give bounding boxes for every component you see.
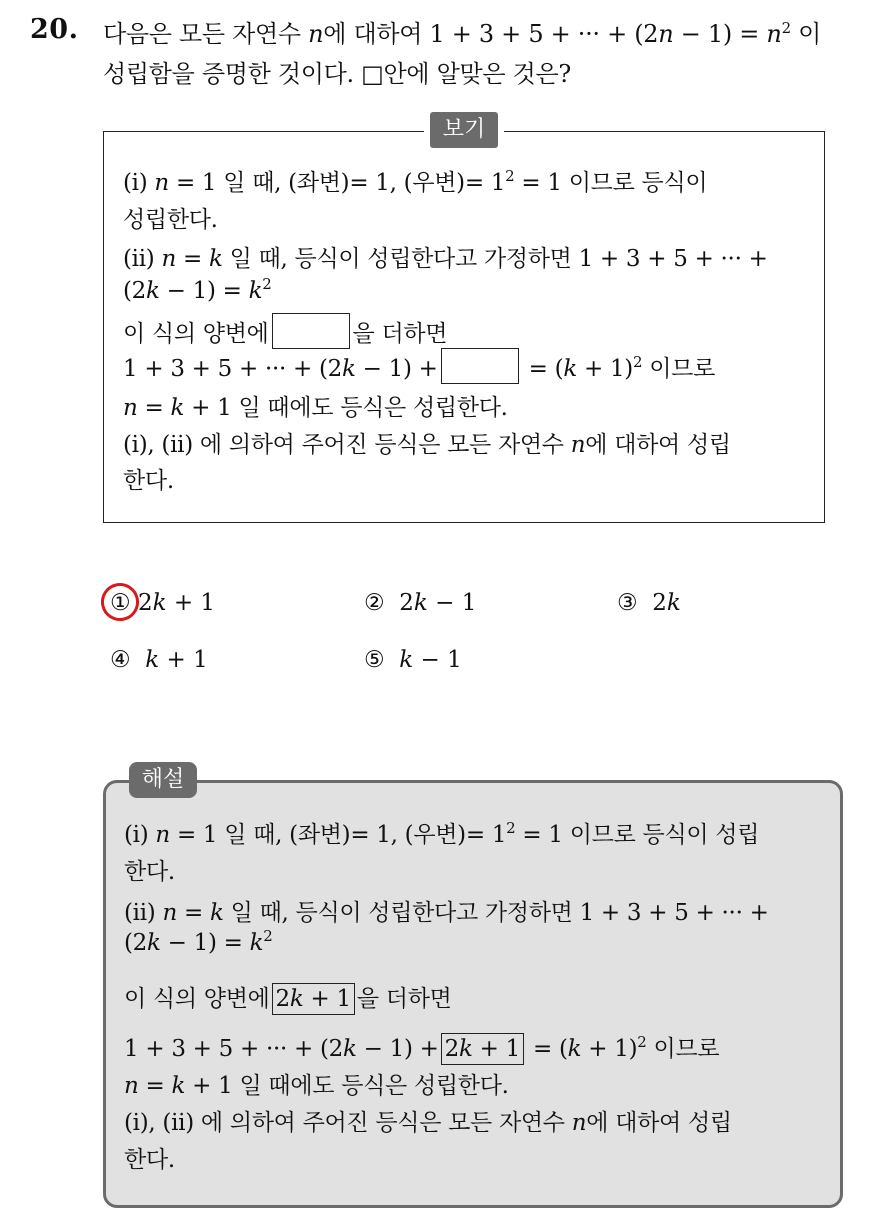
choice-2[interactable]: ② 2k − 1: [364, 590, 477, 616]
solution-line-9: 한다.: [124, 1147, 175, 1173]
example-line-1: (i) n = 1 일 때, (좌변)= 1, (우변)= $1^2 = 1$ 이므로 등식이: [123, 167, 708, 196]
solution-line-6: 1 + 3 + 5 + ··· + $(2k - 1) + 2k + 1 = (k + 1)^2$ 이므로: [124, 1030, 719, 1065]
choice-3[interactable]: ③ 2k: [617, 590, 681, 616]
choice-1[interactable]: ① 2k + 1: [110, 590, 216, 616]
blank-box: [272, 313, 350, 349]
example-line-3: (ii) n = k 일 때, 등식이 성립한다고 가정하면 1 + 3 + 5 + ··· +: [123, 246, 768, 272]
solution-line-5: 이 식의 양변에 2k + 1 을 더하면: [124, 980, 452, 1015]
example-line-8: (i), (ii) 에 의하여 주어진 등식은 모든 자연수 n에 대하여 성립: [123, 432, 731, 458]
example-line-6: 1 + 3 + 5 + ··· + (2k − 1) + = $(k + 1)^2$ 이므로: [123, 348, 715, 384]
answer-box: 2k + 1: [441, 1033, 524, 1065]
solution-line-4: $(2k - 1) = k^2$: [124, 927, 273, 956]
question-line-2: 성립함을 증명한 것이다. □안에 알맞은 것은?: [103, 60, 571, 88]
example-line-5: 이 식의 양변에 을 더하면: [123, 313, 447, 349]
example-box-label: 보기: [430, 112, 498, 148]
blank-box: [441, 348, 519, 384]
question-line-1: 다음은 모든 자연수 n에 대하여 1 + 3 + 5 + ··· + $(2n - 1) = n^2$ 이: [103, 19, 822, 48]
choice-4[interactable]: ④ k + 1: [110, 647, 208, 673]
example-line-4: $(2k - 1) = k^2$: [123, 275, 272, 304]
choice-5[interactable]: ⑤ k − 1: [364, 647, 462, 673]
solution-line-7: n = k + 1 일 때에도 등식은 성립한다.: [124, 1073, 509, 1099]
question-number: 20.: [30, 14, 79, 45]
solution-line-2: 한다.: [124, 859, 175, 885]
solution-line-8: (i), (ii) 에 의하여 주어진 등식은 모든 자연수 n에 대하여 성립: [124, 1110, 732, 1136]
solution-label: 해설: [129, 762, 197, 798]
answer-box: 2k + 1: [272, 983, 355, 1015]
solution-line-1: (i) n = 1 일 때, (좌변)= 1, (우변)= $1^2 = 1$ 이므로 등식이 성립: [124, 819, 760, 848]
example-line-9: 한다.: [123, 468, 174, 494]
solution-line-3: (ii) n = k 일 때, 등식이 성립한다고 가정하면 1 + 3 + 5 + ··· +: [124, 900, 769, 926]
example-line-2: 성립한다.: [123, 207, 218, 233]
example-line-7: n = k + 1 일 때에도 등식은 성립한다.: [123, 395, 508, 421]
